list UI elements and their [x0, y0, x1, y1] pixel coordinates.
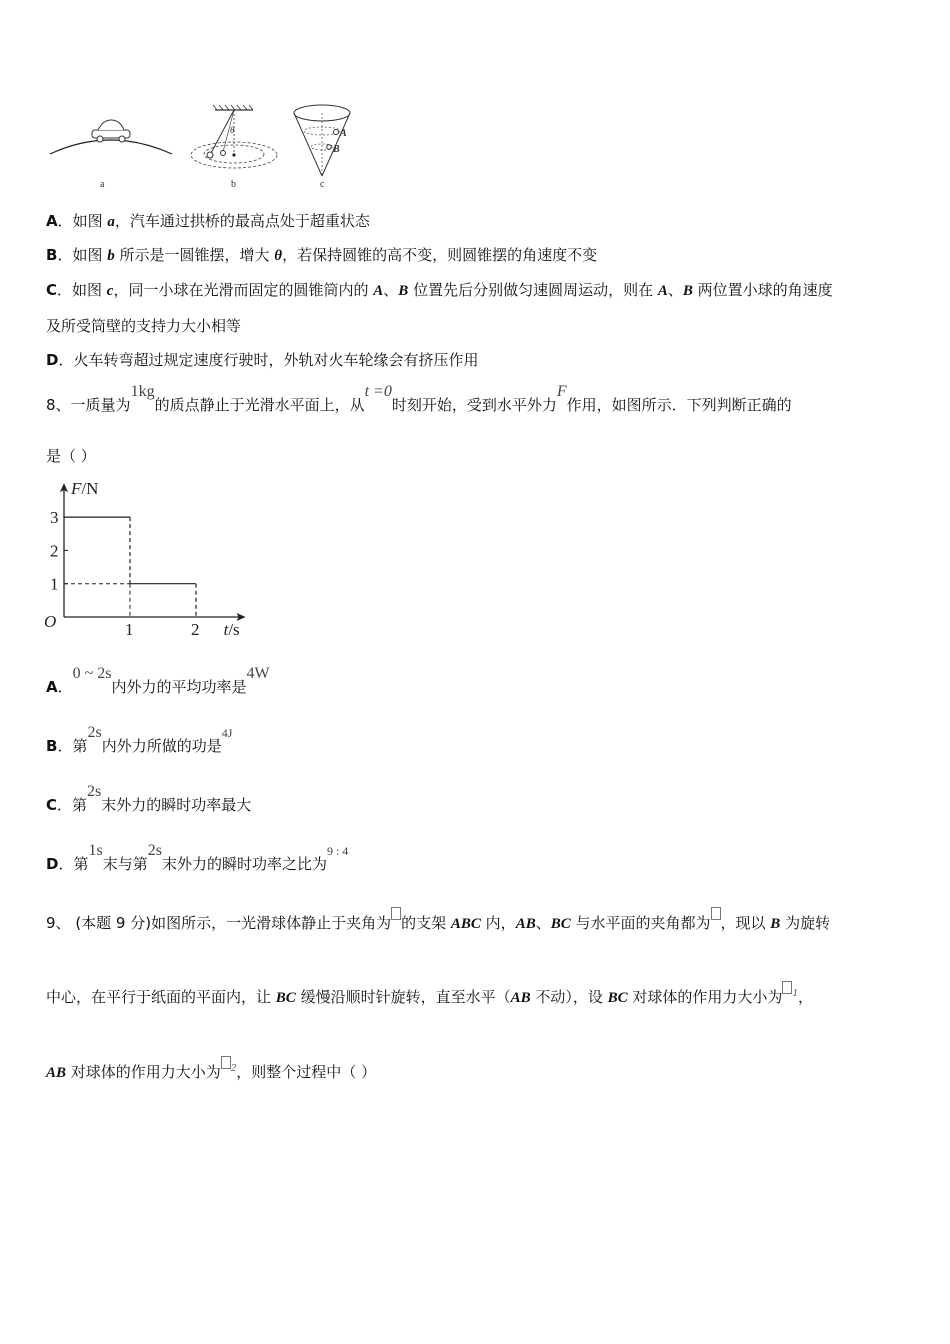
text: ．第 [57, 796, 88, 814]
text: 末外力的瞬时功率之比为 [161, 855, 327, 873]
math-time: 2s [87, 724, 102, 741]
text: 不动），设 [530, 988, 608, 1006]
text: 为旋转 [780, 914, 831, 932]
text: 、 [535, 914, 551, 932]
text: 两位置小球的角速度 [692, 281, 833, 299]
text: AB [46, 1065, 67, 1081]
text: BC [550, 916, 571, 932]
math-time: 2s [87, 783, 102, 800]
missing-symbol-box [782, 981, 792, 994]
q7-option-c [46, 280, 833, 301]
text: 内， [480, 914, 516, 932]
text: ， [797, 988, 813, 1006]
x-axis-label: t/s [223, 620, 240, 639]
text: 对球体的作用力大小为 [627, 988, 783, 1006]
q8-option-d [46, 842, 349, 875]
x-tick-label: 1 [125, 620, 134, 639]
text: 所示是一圆锥摆，增大 [114, 246, 275, 264]
text: BC [275, 990, 296, 1006]
y-tick-label: 3 [50, 508, 59, 528]
math-power: 4W [246, 665, 270, 682]
figure-b-conical-pendulum [191, 105, 277, 168]
text: a [107, 214, 115, 230]
q9-stem-line2 [46, 987, 813, 1009]
q8-option-b [46, 724, 233, 757]
text: 、 [667, 281, 683, 299]
text: c [106, 283, 114, 299]
q8-option-a [46, 665, 270, 698]
option-letter: A [46, 212, 58, 230]
option-letter: D [46, 351, 59, 369]
figure-a-arch-bridge [50, 120, 172, 154]
q9-stem-line1 [46, 913, 830, 934]
text: AB [510, 990, 531, 1006]
text: ，现以 [720, 914, 771, 932]
text: B [682, 283, 693, 299]
text: 作用，如图所示．下列判断正确的 [566, 396, 792, 414]
text: A [373, 283, 384, 299]
text: 、 (本题 9 分)如图所示，一光滑球体静止于夹角为 [55, 914, 392, 932]
figure-b-label: b [231, 179, 236, 190]
text: 、 [383, 281, 399, 299]
question-number: 9 [46, 914, 56, 932]
point-a-label: A [340, 128, 347, 139]
text: b [107, 248, 115, 264]
y-tick-label: 2 [50, 541, 59, 561]
math-time: 1s [88, 842, 103, 859]
math-interval: 0 ~ 2s [72, 665, 112, 682]
text: 缓慢沿顺时针旋转，直至水平（ [295, 988, 511, 1006]
text: θ [274, 248, 283, 264]
text: ． [57, 678, 73, 696]
text: ．第 [58, 855, 89, 873]
text: ，则整个过程中（ ） [236, 1063, 377, 1081]
q8-stem-line2: 是（ ） [46, 447, 96, 465]
q7-option-c-continued: 及所受筒壁的支持力大小相等 [46, 317, 242, 335]
text: 的支架 [401, 914, 451, 932]
subscript: 1 [792, 987, 798, 999]
text: 内外力的平均功率是 [111, 678, 247, 696]
q9-stem-line3 [46, 1062, 376, 1084]
theta-label: θ [230, 125, 235, 135]
text: ABC [450, 916, 481, 932]
text: ，若保持圆锥的高不变，则圆锥摆的角速度不变 [282, 246, 598, 264]
option-letter: D [46, 855, 59, 873]
subscript: 2 [230, 1062, 237, 1074]
text: BC [607, 990, 628, 1006]
y-axis-label: F/N [71, 479, 99, 499]
text: 的质点静止于光滑水平面上，从 [154, 396, 365, 414]
text: 位置先后分别做匀速圆周运动，则在 [408, 281, 658, 299]
point-b-label: B [333, 144, 340, 155]
text: B [398, 283, 409, 299]
q7-option-d [46, 350, 478, 370]
text: ．如图 [57, 281, 107, 299]
math-work: 4J [221, 726, 233, 740]
text: 时刻开始，受到水平外力 [391, 396, 557, 414]
text: 与水平面的夹角都为 [570, 914, 711, 932]
text: 内外力所做的功是 [101, 737, 222, 755]
q7-option-a [46, 211, 370, 232]
math-F: F [556, 383, 567, 400]
text: 、一质量为 [55, 396, 131, 414]
force-time-chart [40, 474, 260, 644]
text: 对球体的作用力大小为 [66, 1063, 221, 1081]
q8-option-c [46, 783, 252, 816]
math-t0: t =0 [364, 383, 392, 400]
text: A [657, 283, 668, 299]
math-ratio: 9 : 4 [326, 844, 349, 858]
option-letter: C [46, 281, 58, 299]
figure-c-label: c [320, 179, 325, 190]
math-mass: 1kg [130, 383, 155, 400]
q7-option-b [46, 245, 597, 266]
math-time: 2s [147, 842, 162, 859]
text: B [770, 916, 781, 932]
text: ．火车转弯超过规定速度行驶时，外轨对火车轮缘会有挤压作用 [58, 351, 479, 369]
text: ．第 [57, 737, 88, 755]
missing-symbol-box [221, 1056, 231, 1069]
option-letter: C [46, 796, 58, 814]
origin-label: O [44, 612, 57, 631]
text: 中心，在平行于纸面的平面内，让 [46, 988, 276, 1006]
option-letter: A [46, 678, 58, 696]
text: ．如图 [57, 212, 108, 230]
q8-stem-line1 [46, 383, 792, 416]
figure-c-cone [294, 105, 350, 176]
question-number: 8 [46, 396, 56, 414]
text: ，同一小球在光滑而固定的圆锥筒内的 [113, 281, 374, 299]
option-letter: B [46, 246, 58, 264]
text: 末外力的瞬时功率最大 [101, 796, 252, 814]
text: 末与第 [102, 855, 148, 873]
missing-symbol-box [391, 907, 401, 920]
text: ，汽车通过拱桥的最高点处于超重状态 [114, 212, 370, 230]
option-letter: B [46, 737, 58, 755]
figure-a-label: a [100, 179, 105, 190]
text: ．如图 [57, 246, 108, 264]
missing-symbol-box [711, 907, 721, 920]
text: AB [515, 916, 536, 932]
y-tick-label: 1 [50, 574, 59, 594]
x-tick-label: 2 [191, 620, 200, 639]
